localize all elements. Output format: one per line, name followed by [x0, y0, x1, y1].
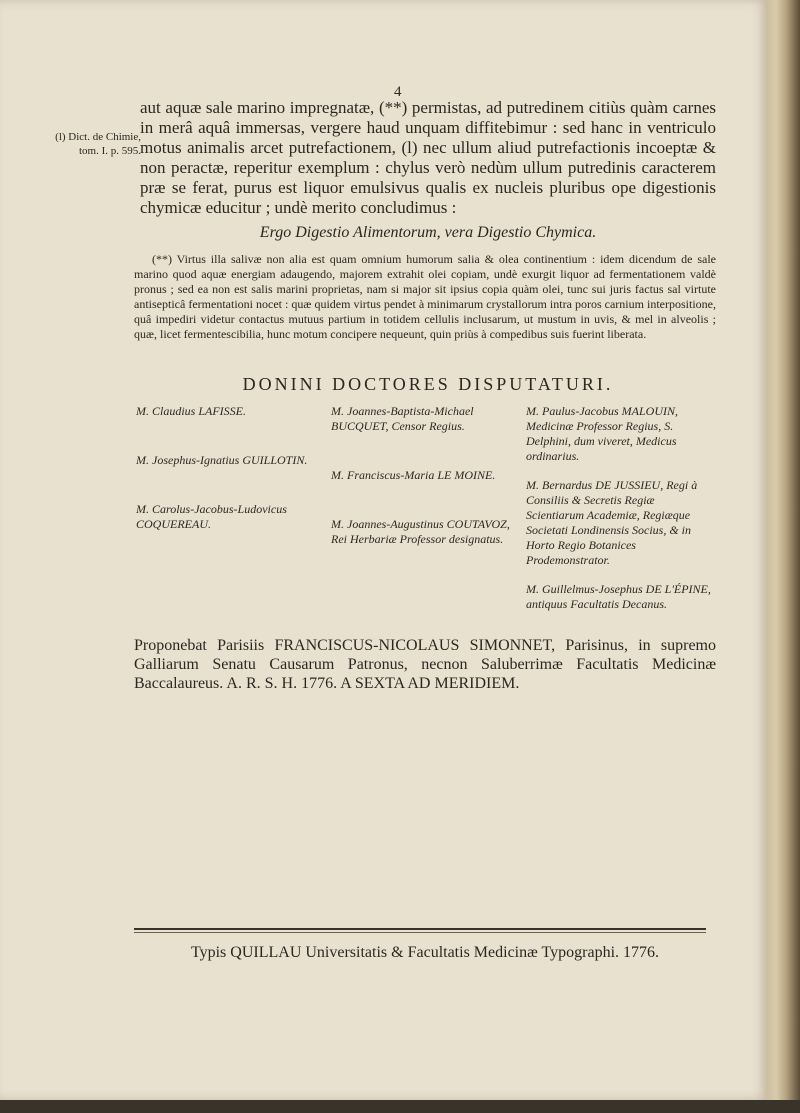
doctors-column-2	[331, 404, 526, 626]
proponebat-paragraph: Proponebat Parisiis FRANCISCUS-NICOLAUS SIMONNET, Parisinus, in supremo Galliarum Senatu Causarum Patronus, necnon Saluberrimæ Facultatis Medicinæ Baccalaureus. A. R. S. H. 1776. A SEXTA AD MERIDIEM.	[134, 637, 716, 692]
page-number: 4	[394, 84, 402, 100]
doctor-entry: M. Bernardus DE JUSSIEU, Regi à Consiliis & Secretis Regiæ Scientiarum Academiæ, Regiæque Societati Londinensis Socius, & in Horto Regio Botanices Prodemonstrator.	[526, 478, 698, 567]
printer-imprint: Typis QUILLAU Universitatis & Facultatis Medicinæ Typographi. 1776.	[190, 944, 660, 961]
divider-rule-thin	[134, 932, 706, 933]
body-paragraph-text: aut aquæ sale marino impregnatæ, (**) permistas, ad putredinem citiùs quàm carnes in merâ aquâ immersas, vergere haud unquam diffitebimur : sed hanc in ventriculo motus animalis arcet putrefactionem, (l) nec ullum aliud putrefactionis incoeptæ & non peractæ, reperitur exemplum : chylus verò nedùm ullum putredinis caracterem præ se ferat, purus est liquor emulsivus qualis ex nucleis pluribus ope digestionis chymicæ educitur ; undè merito concludimus :	[140, 98, 716, 217]
page-edge	[766, 0, 800, 1113]
doctor-entry: M. Guillelmus-Josephus DE L'ÉPINE, antiquus Facultatis Decanus.	[526, 582, 711, 611]
footnote-text: (**) Virtus illa salivæ non alia est quam omnium humorum salia & olea continentium : idem dicendum de sale marino quod aquæ energiam adaugendo, majorem extrahit olei copiam, undè exurgit liquor ad fermentationem valdè pronus ; sed ea non est salis marini proprietas, nam si major sit ipsius copia quàm olei, tunc sui juris factus sal virtute antisepticâ fermentationi nocet : quæ quidem virtus pendet à minimarum crystallorum intra poros carnium interpositione, quâ impediri videtur contactus mutuus partium in totidem cellulis inclusarum, ut mustum in uvis, & mel in alveolis ; quæ, licet fermentescibilia, hunc motum concipere nequeunt, quin priùs à compedibus suis fuerint liberata.	[134, 252, 716, 341]
conclusion-line: Ergo Digestio Alimentorum, vera Digestio Chymica.	[259, 224, 597, 241]
bottom-edge	[0, 1100, 800, 1113]
doctor-entry: M. Josephus-Ignatius GUILLOTIN.	[136, 453, 308, 467]
doctor-entry: M. Paulus-Jacobus MALOUIN, Medicinæ Professor Regius, S. Delphini, dum viveret, Medicus ordinarius.	[526, 404, 678, 463]
doctor-entry: M. Carolus-Jacobus-Ludovicus COQUEREAU.	[136, 502, 287, 531]
doctors-list	[136, 404, 720, 626]
margin-note: (l) Dict. de Chimie, tom. I. p. 595.	[55, 131, 141, 157]
doctor-entry: M. Franciscus-Maria LE MOINE.	[331, 468, 496, 482]
footnote	[134, 252, 716, 342]
body-paragraph	[140, 98, 716, 218]
doctors-heading: DONINI DOCTORES DISPUTATURI.	[242, 374, 614, 394]
doctor-entry: M. Joannes-Baptista-Michael BUCQUET, Censor Regius.	[331, 404, 474, 433]
doctor-entry: M. Claudius LAFISSE.	[136, 404, 246, 418]
doctor-entry: M. Joannes-Augustinus COUTAVOZ, Rei Herbariæ Professor designatus.	[331, 517, 510, 546]
divider-rule	[134, 928, 706, 930]
doctors-column-1	[136, 404, 331, 626]
doctors-column-3	[526, 404, 720, 626]
